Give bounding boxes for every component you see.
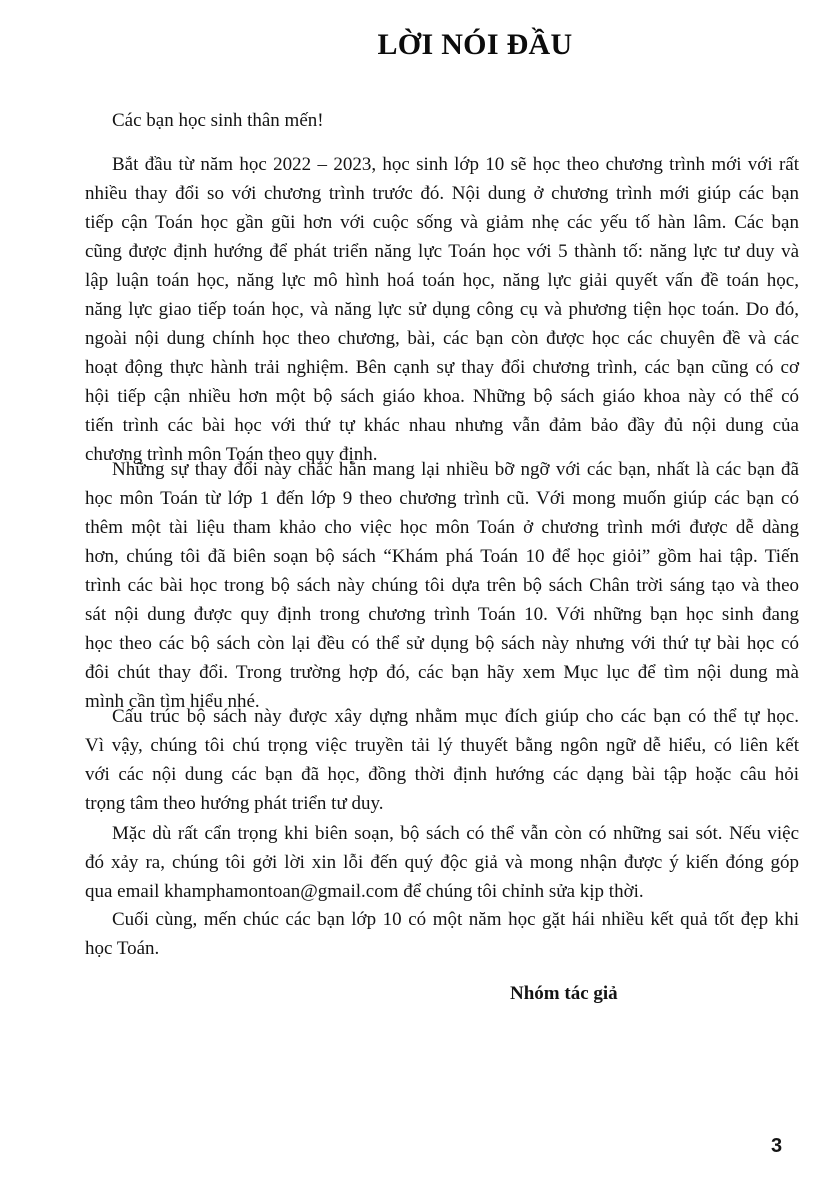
paragraph-3 — [85, 702, 799, 818]
text-line — [85, 484, 799, 513]
text-line-content: đôi chút thay đổi. Trong trường hợp đó, các bạn hãy xem Mục lục để tìm nội dung mà — [85, 662, 799, 683]
text-line — [85, 411, 799, 440]
text-line-content: Vì vậy, chúng tôi chú trọng việc truyền tải lý thuyết bằng ngôn ngữ dễ hiểu, có liên kết — [85, 735, 799, 756]
text-line-content: đó xảy ra, chúng tôi gởi lời xin lỗi đến quý độc giả và mong nhận được ý kiến đóng góp — [85, 852, 799, 873]
text-line-content: tiến trình các bài học với thứ tự khác nhau nhưng vẫn đảm bảo đầy đủ nội dung của — [85, 415, 799, 436]
signature: Nhóm tác giả — [510, 983, 618, 1004]
text-line — [85, 266, 799, 295]
text-line-content: với các nội dung các bạn đã học, đồng thời định hướng các dạng bài tập hoặc câu hỏi — [85, 764, 799, 785]
text-line — [85, 513, 799, 542]
text-line — [85, 150, 799, 179]
text-line — [85, 542, 799, 571]
text-line-content: qua email khamphamontoan@gmail.com để chúng tôi chỉnh sửa kịp thời. — [85, 881, 644, 902]
text-line-content: trình các bài học trong bộ sách này chúng tôi dựa trên bộ sách Chân trời sáng tạo và theo — [85, 575, 799, 596]
text-line-content: hơn, chúng tôi đã biên soạn bộ sách “Khám phá Toán 10 để học giỏi” gồm hai tập. Tiến — [85, 546, 799, 567]
paragraph-5 — [85, 905, 799, 963]
greeting: Các bạn học sinh thân mến! — [112, 110, 324, 131]
text-line-content: cũng được định hướng để phát triển năng lực Toán học với 5 thành tố: năng lực tư duy và — [85, 241, 799, 262]
page-number: 3 — [771, 1135, 783, 1157]
text-line — [85, 455, 799, 484]
text-line-content: học theo các bộ sách còn lại đều có thể sử dụng bộ sách này nhưng với thứ tự bài học có — [85, 633, 799, 654]
text-line-content: Mặc dù rất cẩn trọng khi biên soạn, bộ sách có thể vẫn còn có những sai sót. Nếu việc — [112, 823, 799, 844]
text-line-content: hội tiếp cận nhiều hơn một bộ sách giáo khoa. Những bộ sách giáo khoa này có thể có — [85, 386, 799, 407]
text-line — [85, 789, 799, 818]
paragraph-4 — [85, 819, 799, 906]
text-line — [85, 295, 799, 324]
text-line — [85, 353, 799, 382]
text-line-content: trọng tâm theo hướng phát triển tư duy. — [85, 793, 384, 814]
text-line — [85, 382, 799, 411]
text-line-content: hoạt động thực hành trải nghiệm. Bên cạnh sự thay đổi chương trình, các bạn cũng có cơ — [85, 357, 799, 378]
paragraph-2 — [85, 455, 799, 716]
text-line — [85, 934, 799, 963]
text-line-content: thêm một tài liệu tham khảo cho việc học môn Toán ở chương trình mới được dễ dàng — [85, 517, 799, 538]
text-line-content: ngoài nội dung chính học theo chương, bài, các bạn còn được học các chuyên đề và các — [85, 328, 799, 349]
text-line — [85, 571, 799, 600]
text-line-content: mình cần tìm hiểu nhé. — [85, 691, 260, 712]
text-line — [85, 702, 799, 731]
text-line — [85, 237, 799, 266]
text-line-content: sát nội dung được quy định trong chương trình Toán 10. Với những bạn học sinh đang — [85, 604, 799, 625]
text-line — [85, 731, 799, 760]
text-line-content: lập luận toán học, năng lực mô hình hoá toán học, năng lực giải quyết vấn đề toán học, — [85, 270, 799, 291]
text-line-content: Những sự thay đổi này chắc hẳn mang lại nhiều bỡ ngỡ với các bạn, nhất là các bạn đã — [112, 459, 799, 480]
text-line — [85, 905, 799, 934]
text-line-content: tiếp cận Toán học gần gũi hơn với cuộc sống và giảm nhẹ các yếu tố hàn lâm. Các bạn — [85, 212, 799, 233]
text-line-content: chương trình môn Toán theo quy định. — [85, 444, 378, 465]
text-line-content: Cấu trúc bộ sách này được xây dựng nhằm mục đích giúp cho các bạn có thể tự học. — [112, 706, 799, 727]
text-line — [85, 877, 799, 906]
text-line-content: năng lực giao tiếp toán học, và năng lực sử dụng công cụ và phương tiện học toán. Do đó, — [85, 299, 799, 320]
text-line-content: Cuối cùng, mến chúc các bạn lớp 10 có một năm học gặt hái nhiều kết quả tốt đẹp khi — [112, 909, 799, 930]
text-line-content: học môn Toán từ lớp 1 đến lớp 9 theo chương trình cũ. Với mong muốn giúp các bạn có — [85, 488, 799, 509]
text-line-content: Bắt đầu từ năm học 2022 – 2023, học sinh lớp 10 sẽ học theo chương trình mới với rất — [112, 154, 799, 175]
text-line — [85, 658, 799, 687]
text-line — [85, 600, 799, 629]
text-line — [85, 208, 799, 237]
page-title: LỜI NÓI ĐẦU — [377, 28, 573, 61]
text-line — [85, 848, 799, 877]
text-line-content: học Toán. — [85, 938, 160, 959]
text-line — [85, 629, 799, 658]
text-line — [85, 179, 799, 208]
text-line-content: nhiều thay đổi so với chương trình trước đó. Nội dung ở chương trình mới giúp các bạn — [85, 183, 799, 204]
paragraph-1 — [85, 150, 799, 469]
text-line — [85, 324, 799, 353]
text-line — [85, 760, 799, 789]
text-line — [85, 819, 799, 848]
